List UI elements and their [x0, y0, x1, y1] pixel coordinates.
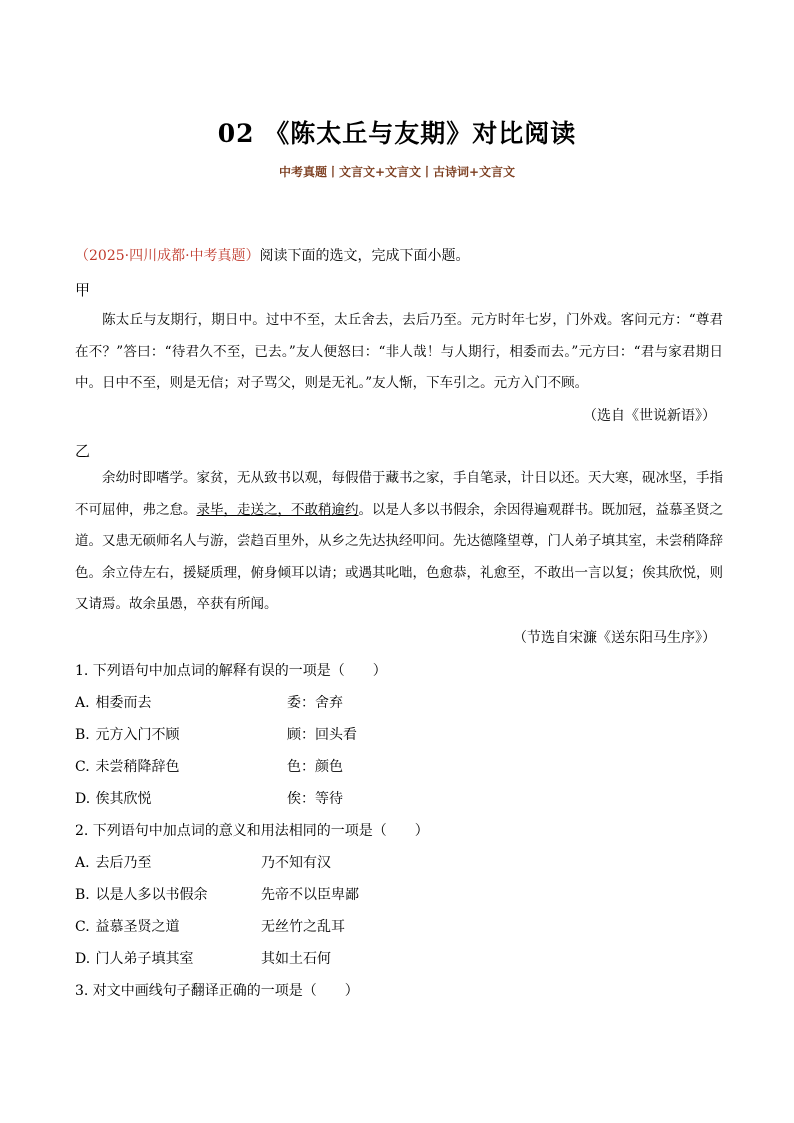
passage-yi-attribution: （节选自宋濂《送东阳马生序》）	[513, 630, 716, 646]
option-letter: D.	[75, 951, 91, 967]
passage-jia-attribution: （选自《世说新语》）	[583, 408, 716, 424]
q2-option-a-compare: 乃不知有汉	[261, 855, 331, 871]
underlined-sentence: 录毕，走送之，不敢稍逾约	[196, 501, 359, 518]
passage-jia-body: 陈太丘与友期行，期日中。过中不至，太丘舍去，去后乃至。元方时年七岁，门外戏。客问元方：“尊君在不？”答曰：“待君久不至，已去。”友人便怒曰：“非人哉！与人期行，相委而去。”元方曰：“君与家君期日中。日中不至，则是无信；对子骂父，则是无礼。”友人惭，下车引之。元方入门不顾。	[75, 312, 723, 392]
passage-yi-body-start: 余幼时即嗜学。家贫，无从致书以观，每假借于藏书之家，手自笔录，计日以还。天大寒，砚冰坚，手指不可屈伸，弗之怠。	[75, 470, 723, 518]
exam-source-tag: （2025·四川成都·中考真题）	[75, 248, 260, 264]
passage-yi-label: 乙	[75, 442, 91, 460]
q1-option-d[interactable]	[75, 788, 151, 808]
option-letter: B.	[75, 727, 90, 743]
q1-option-c-gloss: 色：颜色	[287, 759, 343, 775]
page-subtitle: 中考真题丨文言文+文言文丨古诗词+文言文	[278, 165, 516, 179]
passage-yi-body-end: 。以是人多以书假余，余因得遍观群书。既加冠，益慕圣贤之道。又患无硕师名人与游，尝趋百里外，从乡之先达执经叩问。先达德隆望尊，门人弟子填其室，未尝稍降辞色。余立侍左右，援疑质理，俯身倾耳以请；或遇其叱咄，色愈恭，礼愈至，不敢出一言以复；俟其欣悦，则又请焉。故余虽愚，卒获有所闻。	[75, 501, 723, 613]
option-phrase: 以是人多以书假余	[95, 887, 208, 903]
q2-option-d-compare: 其如土石何	[261, 951, 331, 967]
q2-option-b[interactable]	[75, 884, 207, 904]
option-letter: A.	[75, 855, 90, 871]
question-3-stem: 3. 对文中画线句子翻译正确的一项是（ ）	[75, 983, 359, 999]
passage-jia-label: 甲	[75, 281, 91, 299]
question-2-stem: 2. 下列语句中加点词的意义和用法相同的一项是（ ）	[75, 823, 429, 839]
q1-option-b[interactable]	[75, 724, 179, 744]
option-phrase: 去后乃至	[95, 855, 152, 871]
q1-option-d-gloss: 俟：等待	[287, 791, 343, 807]
q2-option-b-compare: 先帝不以臣卑鄙	[261, 887, 359, 903]
option-letter: B.	[75, 887, 90, 903]
option-phrase: 元方入门不顾	[95, 727, 180, 743]
q1-option-b-gloss: 顾：回头看	[287, 727, 357, 743]
option-phrase: 门人弟子填其室	[95, 951, 194, 967]
option-letter: C.	[75, 759, 90, 775]
option-phrase: 益慕圣贤之道	[95, 919, 180, 935]
page-title: 02 《陈太丘与友期》对比阅读	[217, 119, 577, 148]
question-1-stem: 1. 下列语句中加点词的解释有误的一项是（ ）	[75, 663, 387, 679]
q1-option-c[interactable]	[75, 756, 179, 776]
option-phrase: 未尝稍降辞色	[95, 759, 180, 775]
passage-yi-text	[75, 463, 723, 621]
option-letter: C.	[75, 919, 90, 935]
option-phrase: 俟其欣悦	[95, 791, 152, 807]
passage-jia-text	[75, 305, 723, 400]
q2-option-a[interactable]	[75, 852, 151, 872]
q1-option-a[interactable]	[75, 692, 151, 712]
q2-option-c-compare: 无丝竹之乱耳	[261, 919, 345, 935]
q2-option-d[interactable]	[75, 948, 193, 968]
intro-instruction: 阅读下面的选文，完成下面小题。	[259, 248, 470, 264]
option-letter: D.	[75, 791, 91, 807]
q1-option-a-gloss: 委：舍弃	[287, 695, 343, 711]
q2-option-c[interactable]	[75, 916, 179, 936]
intro-line	[75, 245, 470, 265]
option-phrase: 相委而去	[95, 695, 152, 711]
option-letter: A.	[75, 695, 90, 711]
